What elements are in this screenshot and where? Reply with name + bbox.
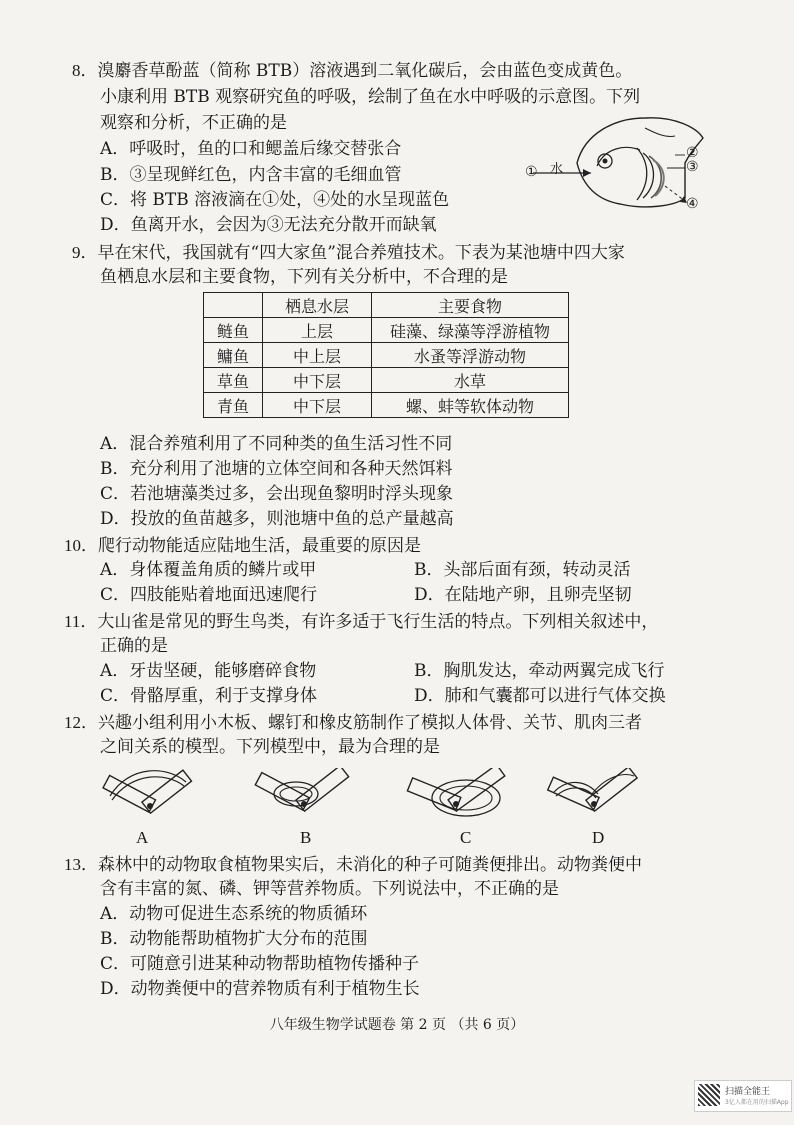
joint-model-c-figure [406,768,526,824]
table-cell: 硅藻、绿藻等浮游植物 [372,318,569,343]
question-11-line-2: 正确的是 [100,636,168,656]
table-row [204,343,569,368]
table-cell: 鳙鱼 [204,343,263,368]
question-8-option-a: A．呼吸时，鱼的口和鳃盖后缘交替张合 [100,139,402,159]
question-11-option-a: A．牙齿坚硬，能够磨碎食物 [100,661,317,681]
question-10-option-b: B．头部后面有颈，转动灵活 [414,560,631,580]
table-header-cell [204,293,263,318]
joint-model-d-figure [546,768,646,824]
question-11-option-b: B．胸肌发达，牵动两翼完成飞行 [414,661,665,681]
question-9-option-a: A．混合养殖利用了不同种类的鱼生活习性不同 [100,434,453,454]
question-8-line-2: 小康利用 BTB 观察研究鱼的呼吸，绘制了鱼在水中呼吸的示意图。下列 [100,87,641,107]
table-cell: 中上层 [263,343,372,368]
joint-model-label-b: B [300,828,312,847]
fish-marker-2: ② [686,146,699,161]
question-8-option-b: B．③呈现鲜红色，内含丰富的毛细血管 [100,165,402,185]
fish-marker-4: ④ [686,197,699,212]
fish-marker-3: ③ [686,160,699,175]
question-12-line-1: 12．兴趣小组利用小木板、螺钉和橡皮筋制作了模拟人体骨、关节、肌肉三者 [64,713,642,733]
question-10-option-c: C．四肢能贴着地面迅速爬行 [100,585,318,605]
table-cell: 上层 [263,318,372,343]
table-cell: 草鱼 [204,368,263,393]
question-13-line-2: 含有丰富的氮、磷、钾等营养物质。下列说法中，不正确的是 [100,879,559,899]
table-cell: 水蚤等浮游动物 [372,343,569,368]
question-13-option-c: C．可随意引进某种动物帮助植物传播种子 [100,954,420,974]
table-header-cell: 栖息水层 [263,293,372,318]
table-header-row [204,293,569,318]
question-9-line-2: 鱼栖息水层和主要食物，下列有关分析中，不合理的是 [100,267,508,287]
question-13-option-b: B．动物能帮助植物扩大分布的范围 [100,929,368,949]
question-11-line-1: 11．大山雀是常见的野生鸟类，有许多适于飞行生活的特点。下列相关叙述中， [64,612,659,632]
joint-model-a-figure [100,768,200,824]
fish-marker-1: ① [525,165,538,180]
question-9-option-d: D．投放的鱼苗越多，则池塘中鱼的总产量越高 [100,509,454,529]
joint-model-label-a: A [136,828,149,847]
question-8-option-d: D．鱼离开水，会因为③无法充分散开而缺氧 [100,215,437,235]
question-10-line-1: 10．爬行动物能适应陆地生活，最重要的原因是 [64,536,421,556]
scanner-brand: 扫描全能王 [725,1087,771,1097]
table-cell: 水草 [372,368,569,393]
question-9-line-1: 9．早在宋代，我国就有“四大家鱼”混合养殖技术。下表为某池塘中四大家 [72,243,625,263]
question-13-option-a: A．动物可促进生态系统的物质循环 [100,904,368,924]
joint-model-label-d: D [592,828,605,847]
scanner-watermark-badge [694,1080,792,1112]
table-cell: 鲢鱼 [204,318,263,343]
question-10-option-d: D．在陆地产卵，且卵壳坚韧 [414,585,632,605]
question-8-line-1: 8．溴麝香草酚蓝（简称 BTB）溶液遇到二氧化碳后，会由蓝色变成黄色。 [72,61,633,81]
table-header-cell: 主要食物 [372,293,569,318]
question-13-option-d: D．动物粪便中的营养物质有利于植物生长 [100,979,420,999]
table-row [204,393,569,418]
scanner-tagline: 3亿人都在用的扫描App [725,1099,789,1106]
question-10-option-a: A．身体覆盖角质的鳞片或甲 [100,560,317,580]
page-footer: 八年级生物学试题卷 第 2 页 （共 6 页） [269,1017,525,1033]
table-cell: 中下层 [263,368,372,393]
question-8-option-c: C．将 BTB 溶液滴在①处，④处的水呈现蓝色 [100,190,450,210]
table-cell: 中下层 [263,393,372,418]
question-9-option-b: B．充分利用了池塘的立体空间和各种天然饵料 [100,459,453,479]
question-8-line-3: 观察和分析，不正确的是 [100,113,287,133]
table-row [204,368,569,393]
question-11-option-c: C．骨骼厚重，利于支撑身体 [100,686,318,706]
table-cell: 青鱼 [204,393,263,418]
qr-code-icon [698,1084,720,1106]
fish-habitat-table [203,292,569,418]
question-13-line-1: 13．森林中的动物取食植物果实后，未消化的种子可随粪便排出。动物粪便中 [64,855,642,875]
fish-label-water: 水 [550,161,564,176]
question-11-option-d: D．肺和气囊都可以进行气体交换 [414,686,666,706]
joint-model-label-c: C [460,828,472,847]
table-row [204,318,569,343]
joint-model-b-figure [252,768,362,824]
question-9-option-c: C．若池塘藻类过多，会出现鱼黎明时浮头现象 [100,484,454,504]
question-12-line-2: 之间关系的模型。下列模型中，最为合理的是 [100,737,440,757]
table-cell: 螺、蚌等软体动物 [372,393,569,418]
